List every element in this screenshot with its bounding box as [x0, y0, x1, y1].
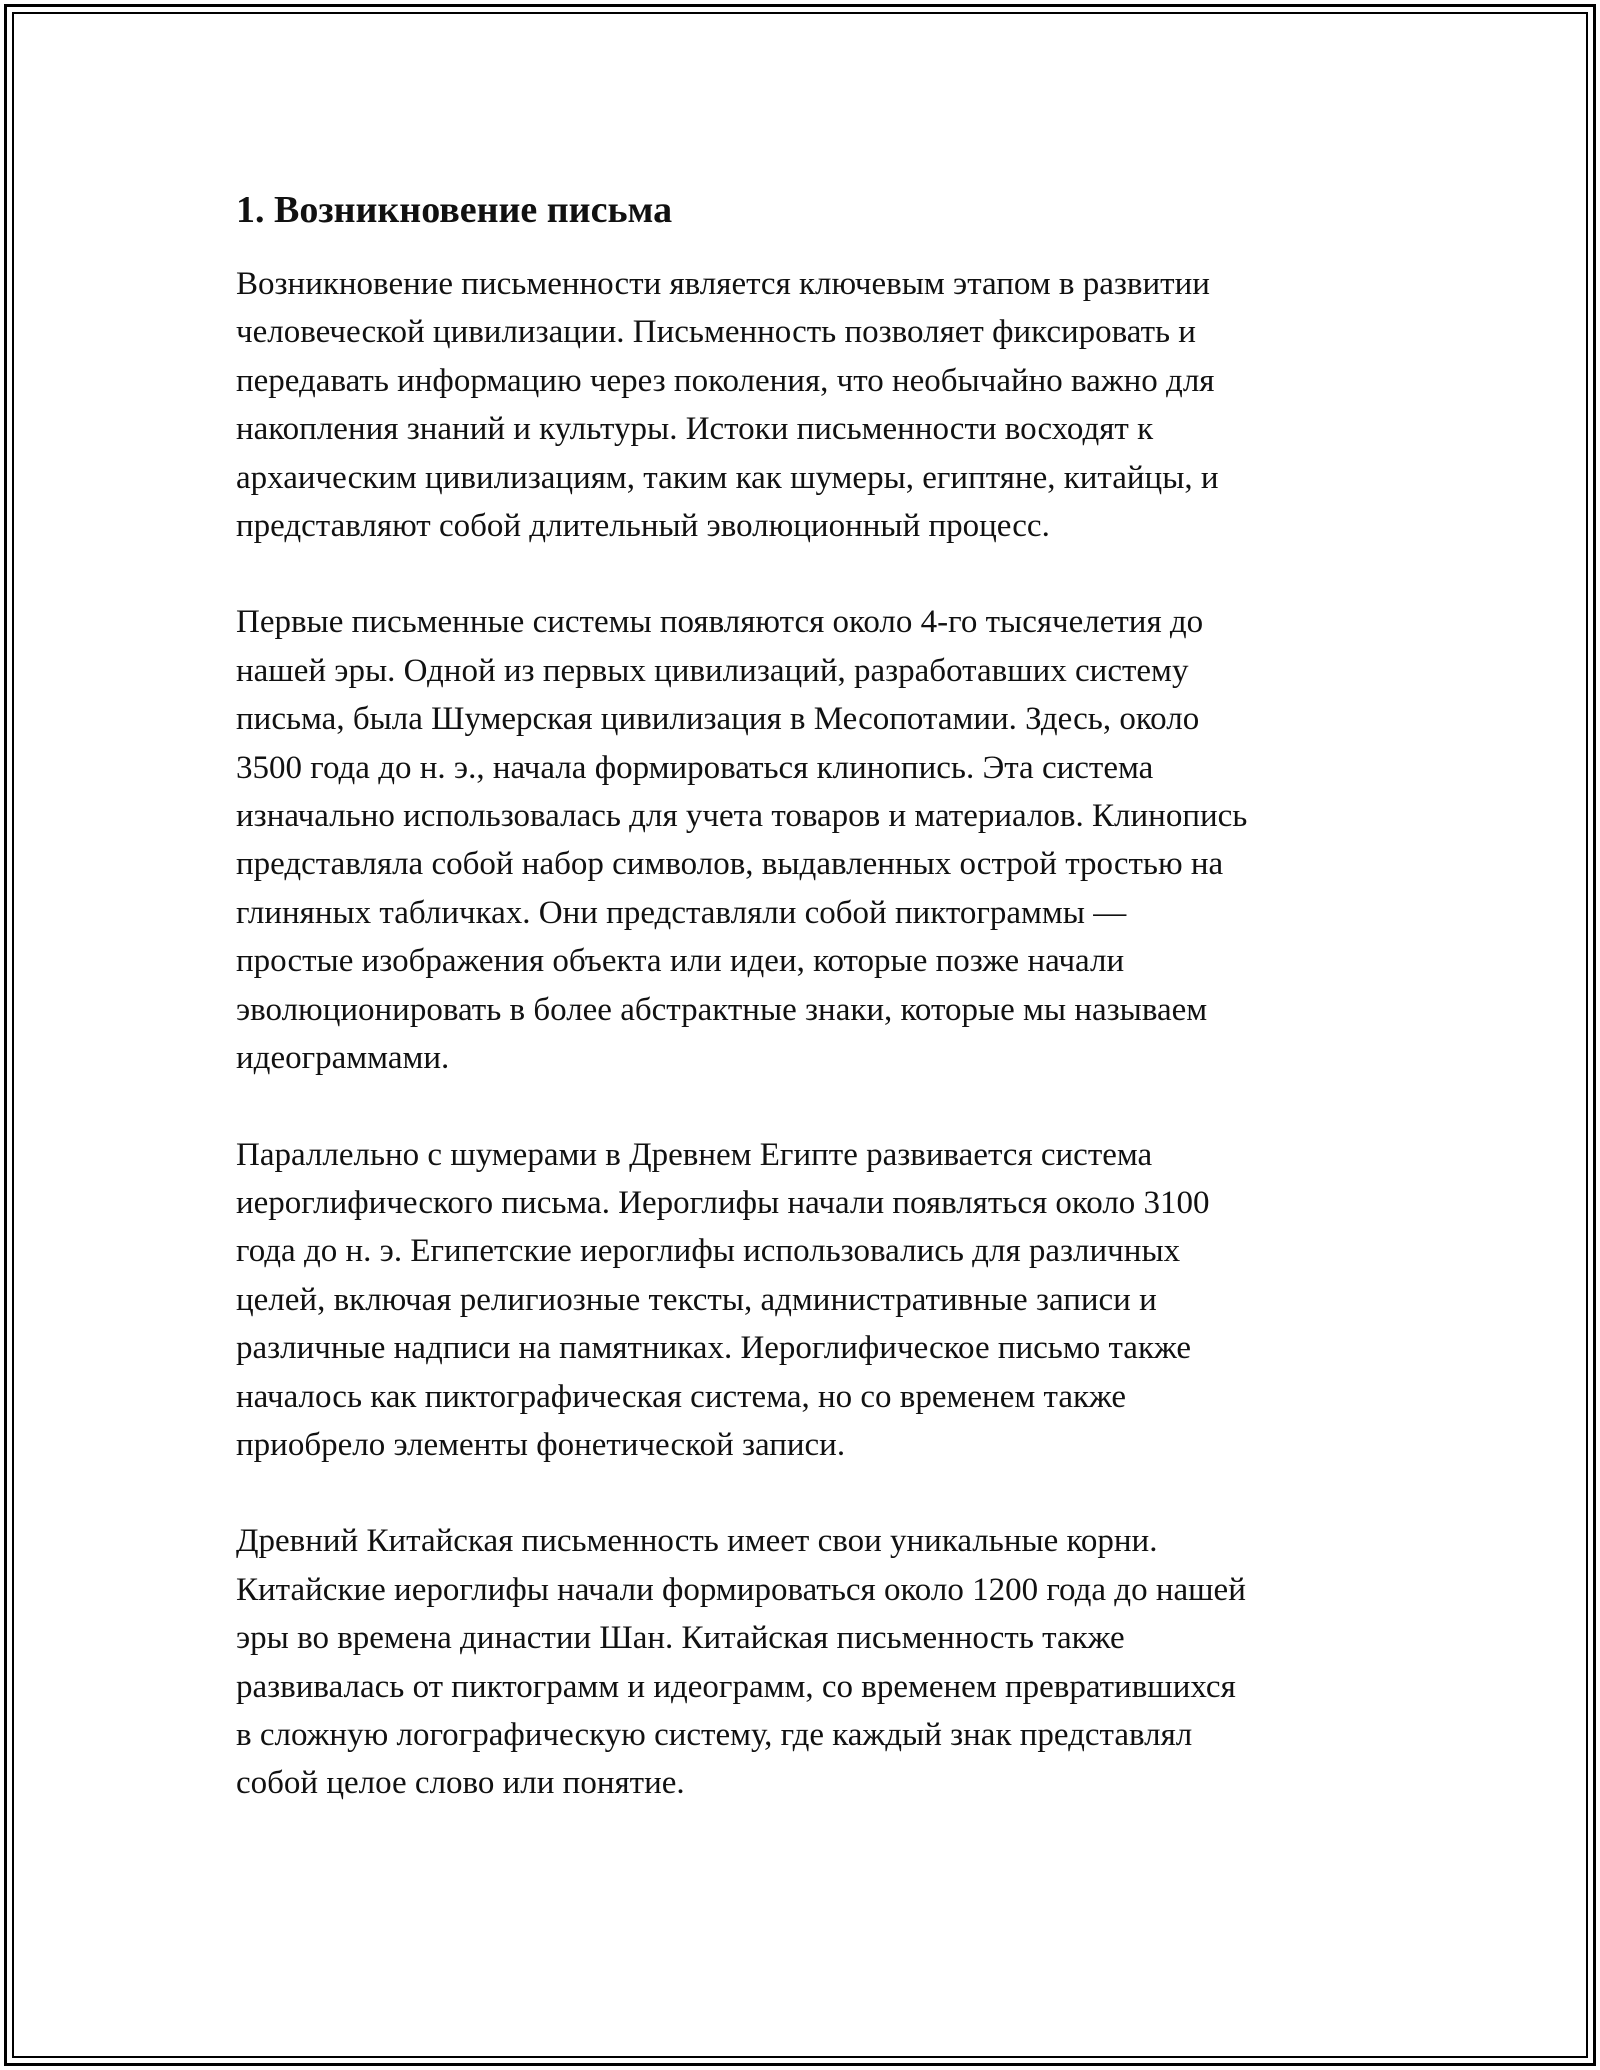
paragraph-2: Первые письменные системы появляются около 4-го тысячелетия до нашей эры. Одной из первых цивилизаций, разработавших систему письма, была Шумерская цивилизация в Месопотамии. Здесь, около 3500 года до н. э., начала формироваться клинопись. Эта система изначально использовалась для учета товаров и материалов. Клинопись представляла собой набор символов, выдавленных острой тростью на глиняных табличках. Они представляли собой пиктограммы — простые изображения объекта или идеи, которые позже начали эволюционировать в более абстрактные знаки, которые мы называем идеограммами. [236, 604, 1248, 1077]
section-heading: 1. Возникновение письма [236, 189, 673, 231]
paragraph-4: Древний Китайская письменность имеет свои уникальные корни. Китайские иероглифы начали формироваться около 1200 года до нашей эры во времена династии Шан. Китайская письменность также развивалась от пиктограмм и идеограмм, со временем превратившихся в сложную логографическую систему, где каждый знак представлял собой целое слово или понятие. [236, 1523, 1246, 1802]
paragraph-3: Параллельно с шумерами в Древнем Египте развивается система иероглифического письма. Иероглифы начали появляться около 3100 года до н. э. Египетские иероглифы использовались для различных целей, включая религиозные тексты, административные записи и различные надписи на памятниках. Иероглифическое письмо также началось как пиктографическая система, но со временем также приобрело элементы фонетической записи. [236, 1136, 1210, 1463]
paragraph-1: Возникновение письменности является ключевым этапом в развитии человеческой цивилизации. Письменность позволяет фиксировать и передавать информацию через поколения, что необычайно важно для накопления знаний и культуры. Истоки письменности восходят к архаическим цивилизациям, таким как шумеры, египтяне, китайцы, и представляют собой длительный эволюционный процесс. [236, 266, 1219, 545]
document-body [236, 186, 1376, 1856]
